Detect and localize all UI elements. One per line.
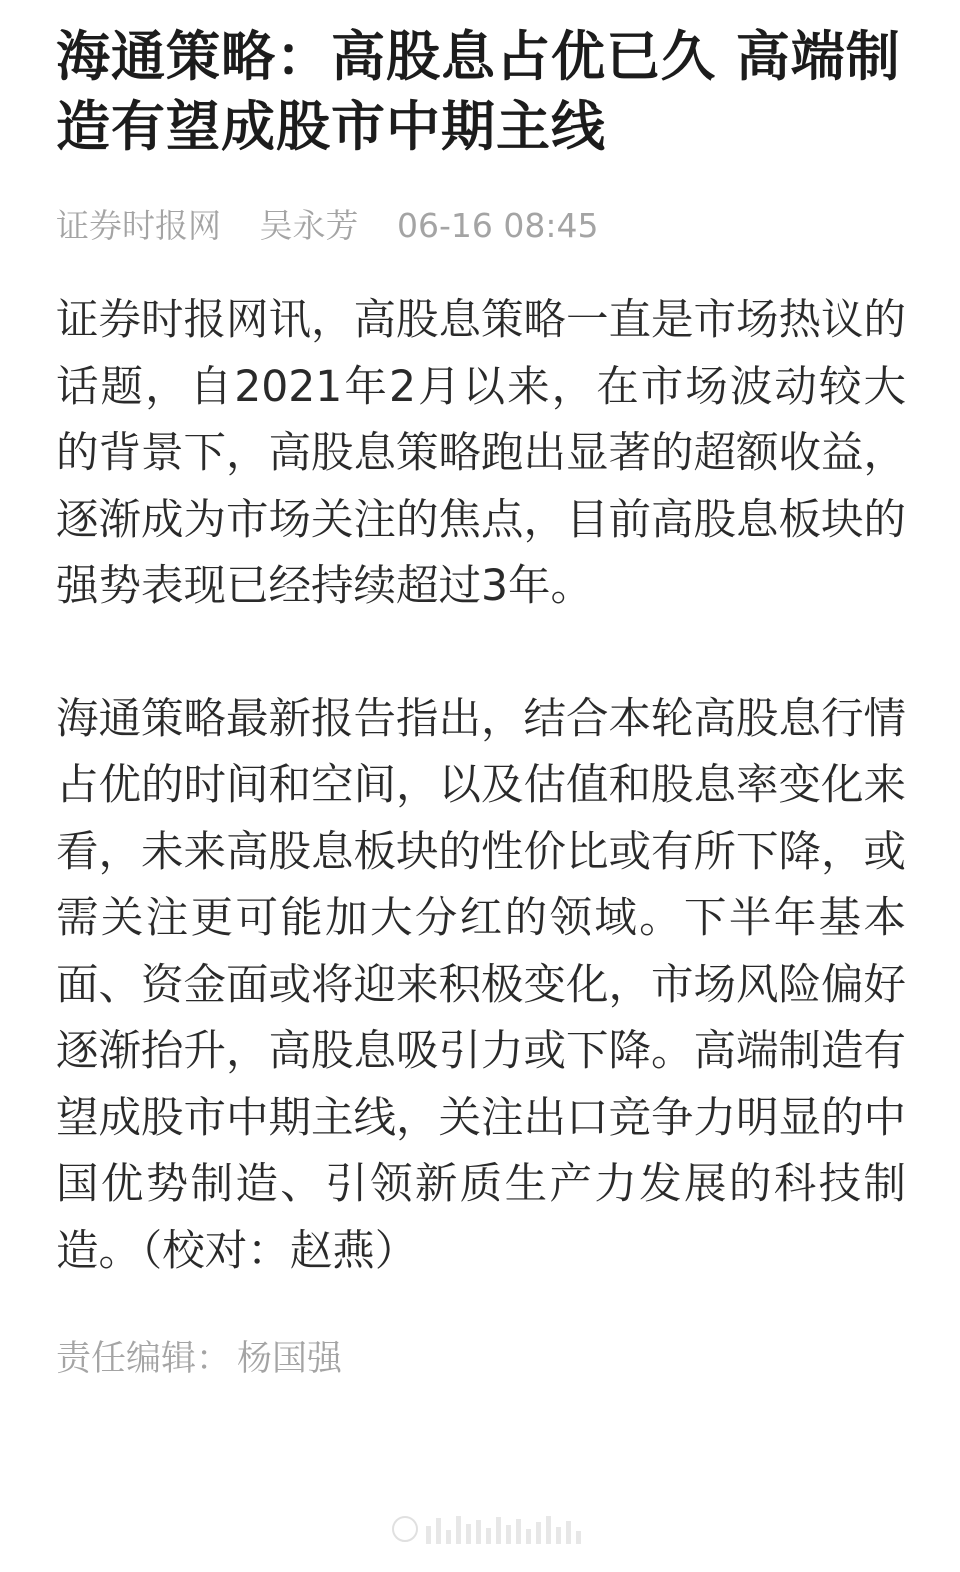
- editor-label: 责任编辑：: [56, 1339, 232, 1379]
- article-time: 06-16 08:45: [397, 206, 599, 245]
- editor-name: 杨国强: [237, 1339, 343, 1379]
- weibo-watermark-icon: [392, 1514, 586, 1544]
- article-paragraph-2: 海通策略最新报告指出，结合本轮高股息行情占优的时间和空间，以及估值和股息率变化来看，未来高股息板块的性价比或有所下降，或需关注更可能加大分红的领域。下半年基本面、资金面或将迎来积极变化，市场风险偏好逐渐抬升，高股息吸引力或下降。高端制造有望成股市中期主线，关注出口竞争力明显的中国优势制造、引领新质生产力发展的科技制造。（校对：赵燕）: [56, 694, 907, 1276]
- article-source[interactable]: 证券时报网: [56, 206, 221, 245]
- responsible-editor: [56, 1337, 906, 1381]
- article-title: 海通策略：高股息占优已久 高端制造有望成股市中期主线: [56, 25, 901, 158]
- article-meta: [56, 206, 906, 246]
- watermark-bars-icon: [426, 1514, 586, 1544]
- article: [56, 22, 906, 1381]
- watermark-logo-icon: [392, 1516, 418, 1542]
- article-paragraph-1: 证券时报网讯，高股息策略一直是市场热议的话题，自2021年2月以来，在市场波动较大的背景下，高股息策略跑出显著的超额收益，逐渐成为市场关注的焦点，目前高股息板块的强势表现已经持续超过3年。: [56, 296, 907, 611]
- article-author: 吴永芳: [259, 206, 359, 245]
